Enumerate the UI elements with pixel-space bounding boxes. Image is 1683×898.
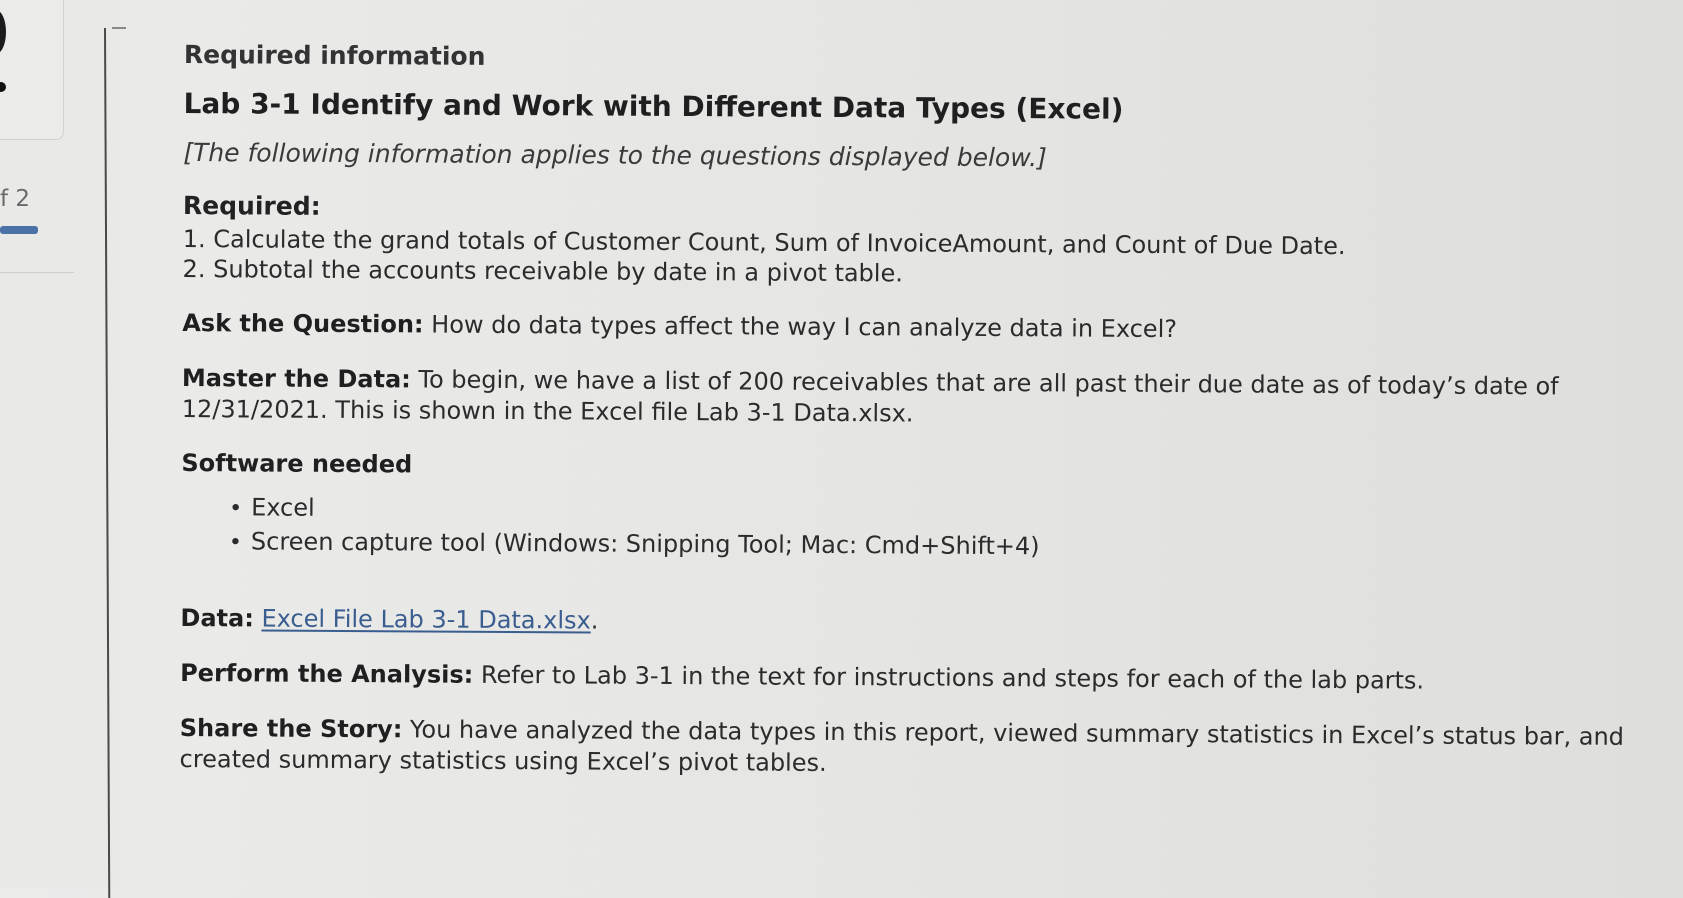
required-item-1: 1. Calculate the grand totals of Customer Count, Sum of InvoiceAmount, and Count of Due Date. <box>182 224 1346 261</box>
share-the-story <box>180 713 1630 784</box>
sidebar-card[interactable] <box>0 0 64 140</box>
perform-the-analysis <box>180 658 1630 698</box>
required-list <box>183 224 1633 293</box>
excel-file-link[interactable]: Excel File Lab 3-1 Data.xlsx <box>261 604 591 635</box>
data-line <box>180 603 1630 643</box>
sidebar-divider <box>0 272 74 273</box>
share-the-story-text: You have analyzed the data types in this report, viewed summary statistics in Excel’s status bar, and created summary statistics using Excel’s pivot tables. <box>179 715 1625 777</box>
ask-the-question <box>182 308 1632 348</box>
software-needed-heading: Software needed <box>181 448 413 479</box>
perform-the-analysis-text: Refer to Lab 3-1 in the text for instructions and steps for each of the lab parts. <box>473 660 1425 695</box>
share-the-story-label: Share the Story: <box>179 713 403 744</box>
data-link-suffix: . <box>590 606 599 635</box>
ask-the-question-text: How do data types affect the way I can analyze data in Excel? <box>423 310 1178 344</box>
lab-title: Lab 3-1 Identify and Work with Different Data Types (Excel) <box>183 86 1124 126</box>
ask-the-question-label: Ask the Question: <box>182 308 424 339</box>
required-heading: Required: <box>182 190 321 221</box>
required-information-heading: Required information <box>183 40 486 71</box>
question-counter: f 2 <box>0 186 31 212</box>
perform-the-analysis-label: Perform the Analysis: <box>180 658 474 689</box>
panel-divider-tick <box>112 27 126 29</box>
required-information-panel <box>180 40 1634 784</box>
software-list <box>229 491 1631 568</box>
master-the-data-label: Master the Data: <box>181 363 411 394</box>
master-the-data <box>182 363 1632 434</box>
question-progress-bar <box>0 226 38 234</box>
data-label: Data: <box>180 603 254 633</box>
question-sidebar <box>0 0 118 887</box>
required-item-2: 2. Subtotal the accounts receivable by date in a pivot table. <box>182 254 904 288</box>
software-item-excel: • Excel <box>229 491 1631 534</box>
master-the-data-text: To begin, we have a list of 200 receivables that are all past their due date as of today’s date of 12/31/2021. This is shown in the Excel file Lab 3-1 Data.xlsx. <box>181 365 1559 428</box>
software-item-screen-capture: • Screen capture tool (Windows: Snipping Tool; Mac: Cmd+Shift+4) <box>229 525 1631 568</box>
info-note: [The following information applies to the questions displayed below.] <box>183 137 1047 173</box>
